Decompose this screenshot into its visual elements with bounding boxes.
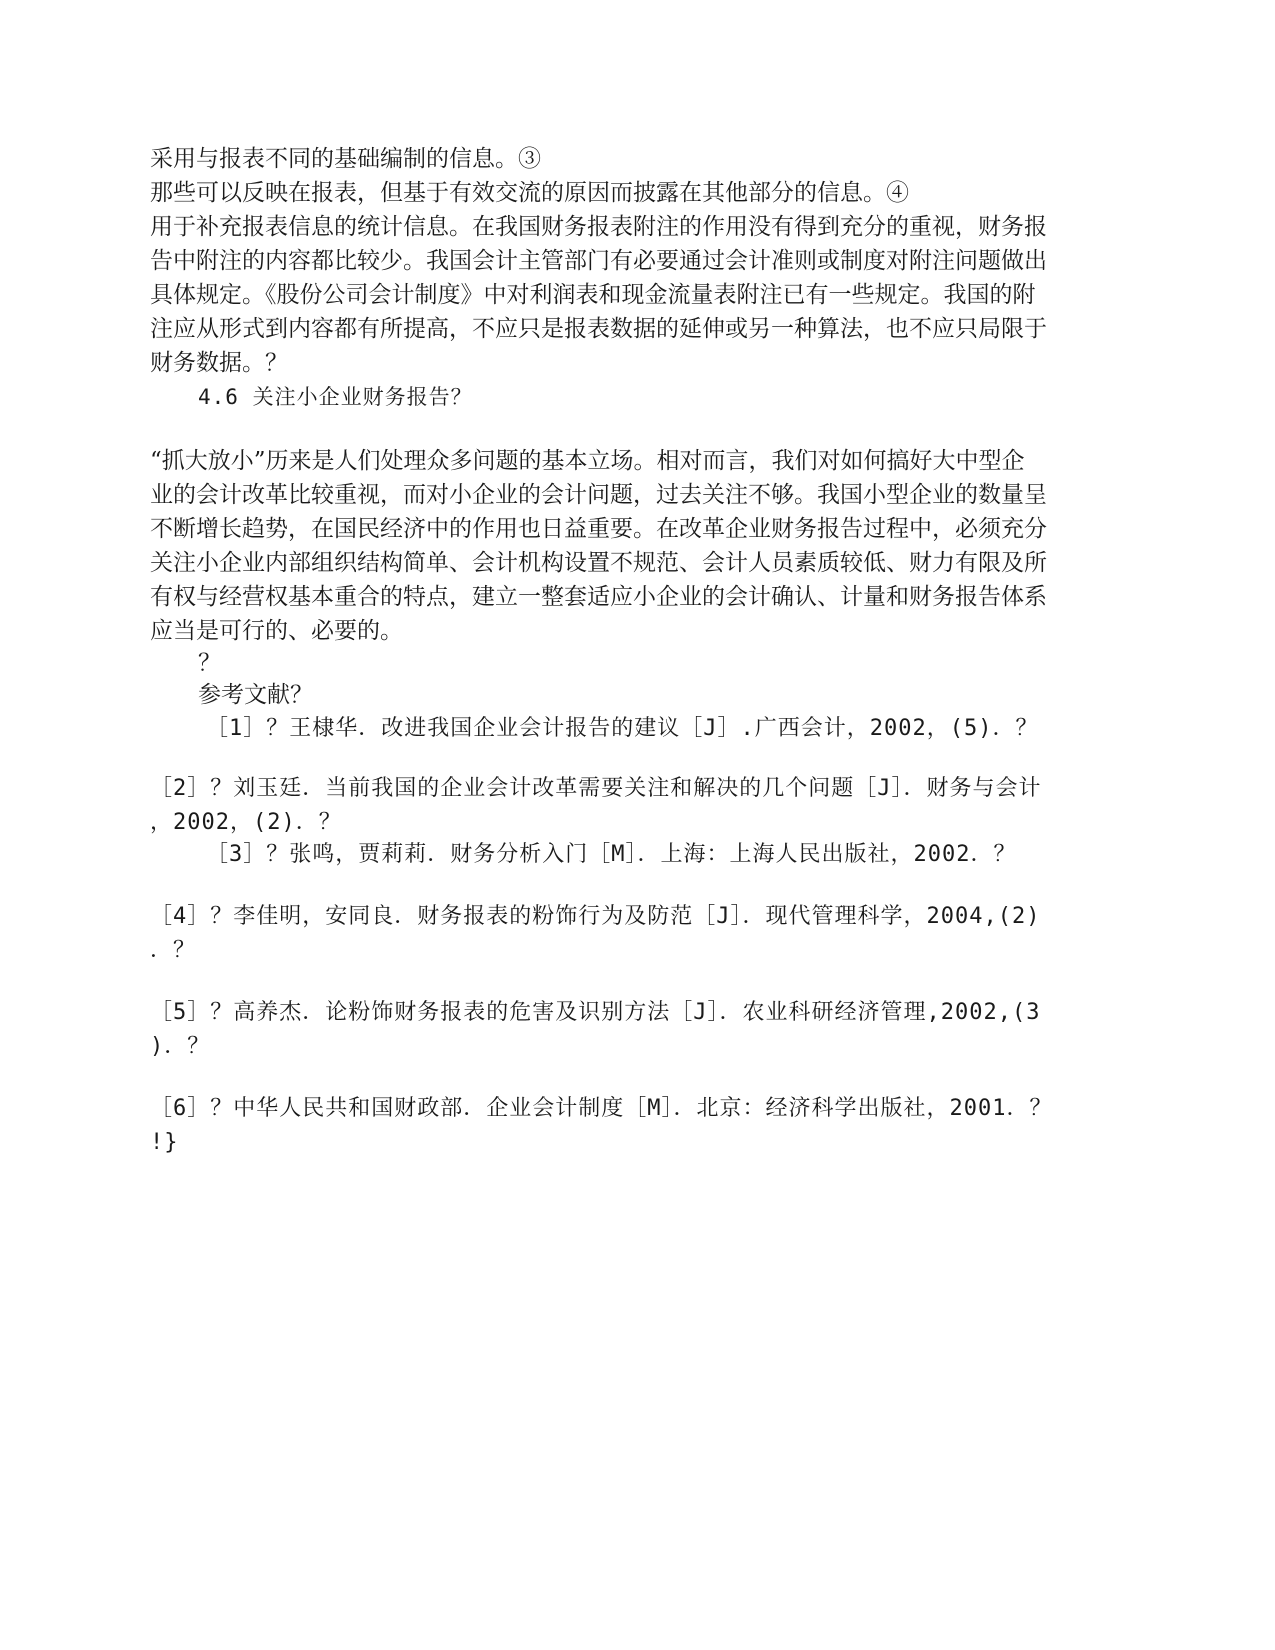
reference-6-continued: !}: [150, 1130, 179, 1155]
reference-2: ［2］？刘玉廷．当前我国的企业会计改革需要关注和解决的几个问题［J］．财务与会计: [150, 776, 1042, 801]
references-heading: 参考文献？: [198, 682, 313, 708]
section-heading: 4.6 关注小企业财务报告？: [198, 385, 473, 409]
para2-line-4: 关注小企业内部组织结构简单、会计机构设置不规范、会计人员素质较低、财力有限及所: [150, 550, 1047, 576]
reference-3: ［3］？张鸣，贾莉莉．财务分析入门［M］．上海：上海人民出版社，2002．？: [206, 842, 1017, 867]
para2-line-2: 业的会计改革比较重视，而对小企业的会计问题，过去关注不够。我国小型企业的数量呈: [150, 482, 1047, 508]
body-line-7: 财务数据。？: [150, 350, 288, 376]
reference-5: ［5］？高养杰．论粉饰财务报表的危害及识别方法［J］．农业科研经济管理,2002,(3: [150, 1000, 1041, 1025]
body-line-6: 注应从形式到内容都有所提高，不应只是报表数据的延伸或另一种算法，也不应只局限于: [150, 316, 1047, 342]
reference-5-continued: )．？: [150, 1034, 211, 1059]
body-line-5: 具体规定。《股份公司会计制度》中对利润表和现金流量表附注已有一些规定。我国的附: [150, 282, 1036, 308]
body-line-1: 采用与报表不同的基础编制的信息。③: [150, 146, 541, 172]
reference-1: ［1］？王棣华．改进我国企业会计报告的建议［J］.广西会计，2002，(5)．？: [206, 716, 1039, 741]
body-line-3: 用于补充报表信息的统计信息。在我国财务报表附注的作用没有得到充分的重视，财务报: [150, 214, 1047, 240]
reference-4-continued: ．？: [150, 938, 197, 963]
reference-4: ［4］？李佳明，安同良．财务报表的粉饰行为及防范［J］．现代管理科学，2004,(2): [150, 904, 1041, 929]
para2-line-3: 不断增长趋势，在国民经济中的作用也日益重要。在改革企业财务报告过程中，必须充分: [150, 516, 1047, 542]
blank-mark: ？: [198, 650, 221, 676]
para2-line-6: 应当是可行的、必要的。: [150, 618, 403, 644]
body-line-4: 告中附注的内容都比较少。我国会计主管部门有必要通过会计准则或制度对附注问题做出: [150, 248, 1047, 274]
para2-line-5: 有权与经营权基本重合的特点，建立一整套适应小企业的会计确认、计量和财务报告体系: [150, 584, 1047, 610]
reference-6: ［6］？中华人民共和国财政部．企业会计制度［M］．北京：经济科学出版社，2001．？: [150, 1096, 1053, 1121]
reference-2-continued: ，2002，(2)．？: [150, 810, 342, 835]
para2-line-1: “抓大放小”历来是人们处理众多问题的基本立场。相对而言，我们对如何搞好大中型企: [150, 448, 1025, 474]
body-line-2: 那些可以反映在报表，但基于有效交流的原因而披露在其他部分的信息。④: [150, 180, 909, 206]
